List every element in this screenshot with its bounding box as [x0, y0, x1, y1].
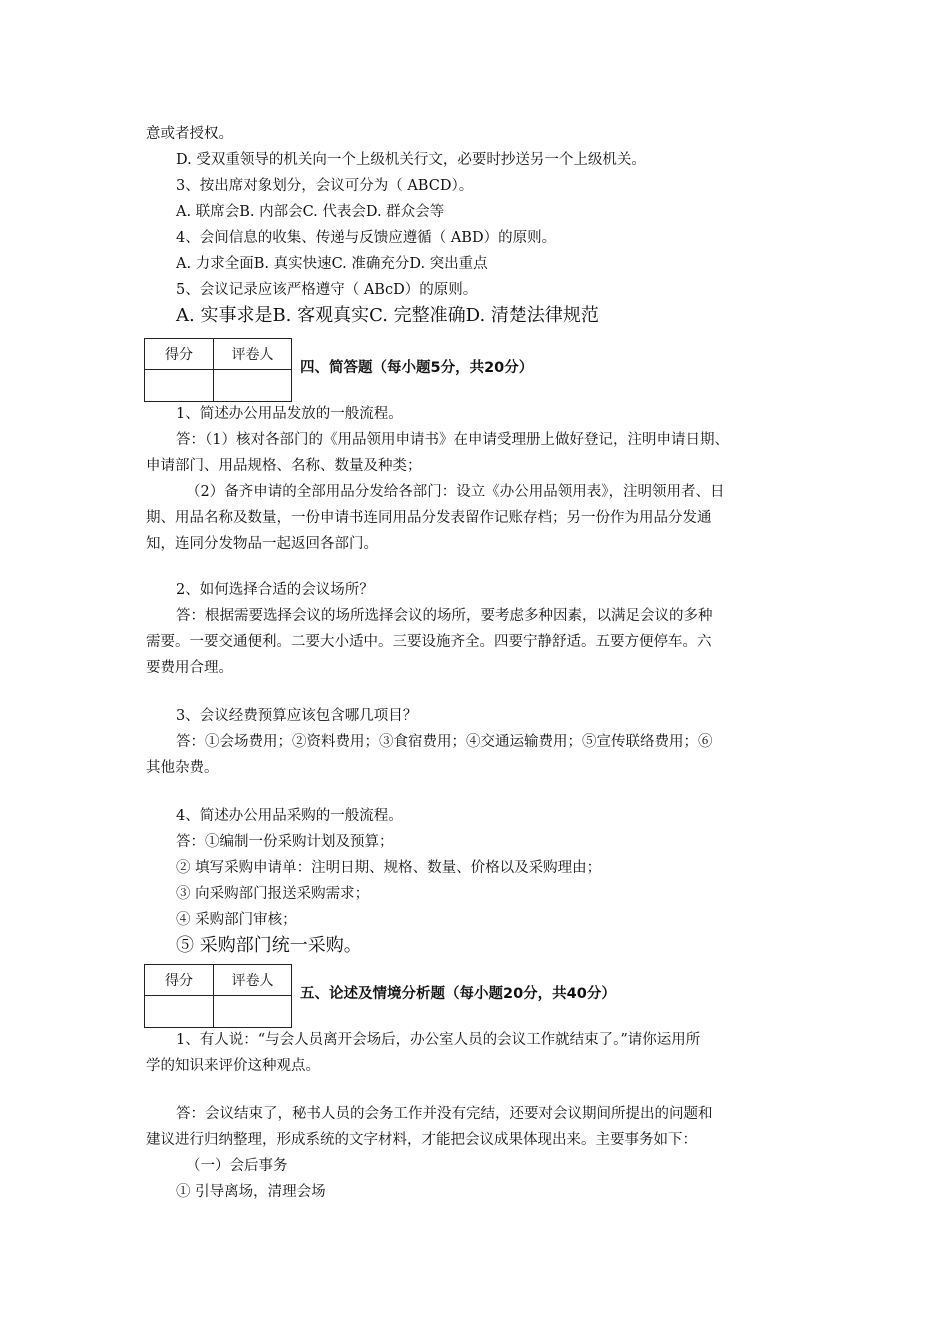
- s4-q1: 1、简述办公用品发放的一般流程。: [176, 406, 403, 422]
- options-5: A. 实事求是B. 客观真实C. 完整准确D. 清楚法律规范: [176, 305, 599, 326]
- score-label: 得分: [145, 965, 214, 996]
- s4-a4-line1: 答：①编制一份采购计划及预算；: [176, 834, 394, 850]
- grader-label: 评卷人: [214, 965, 291, 996]
- s4-a4-line5: ⑤ 采购部门统一采购。: [176, 935, 362, 956]
- score-table-2: [144, 964, 292, 1028]
- question-4: 4、会间信息的收集、传递与反馈应遵循（ ABD）的原则。: [176, 230, 557, 246]
- s4-a1-line3: （2）备齐申请的全部用品分发给各部门：设立《办公用品领用表》，注明领用者、日: [186, 484, 725, 500]
- s4-a2-line1: 答：根据需要选择会议的场所选择会议的场所，要考虑多种因素，以满足会议的多种: [176, 608, 713, 624]
- s5-q1-line2: 学的知识来评价这种观点。: [146, 1058, 320, 1074]
- grader-cell: [214, 370, 291, 401]
- score-label: 得分: [145, 339, 214, 370]
- grader-cell: [214, 996, 291, 1027]
- s4-a4-line3: ③ 向采购部门报送采购需求；: [176, 886, 370, 902]
- s5-a1-line3: （一）会后事务: [186, 1158, 288, 1174]
- section-5-title: 五、论述及情境分析题（每小题20分，共40分）: [300, 986, 616, 1002]
- options-4: A. 力求全面B. 真实快速C. 准确充分D. 突出重点: [176, 256, 488, 272]
- section-4-title: 四、简答题（每小题5分，共20分）: [300, 360, 534, 376]
- s5-a1-line1: 答：会议结束了，秘书人员的会务工作并没有完结，还要对会议期间所提出的问题和: [176, 1106, 713, 1122]
- question-5: 5、会议记录应该严格遵守（ ABcD）的原则。: [176, 282, 478, 298]
- s5-a1-line4: ① 引导离场，清理会场: [176, 1184, 326, 1200]
- option-d-line: D. 受双重领导的机关向一个上级机关行文，必要时抄送另一个上级机关。: [176, 152, 646, 168]
- s4-q2: 2、如何选择合适的会议场所？: [176, 582, 374, 598]
- s4-a3-line1: 答：①会场费用；②资料费用；③食宿费用；④交通运输费用；⑤宣传联络费用；⑥: [176, 734, 713, 750]
- question-3: 3、按出席对象划分，会议可分为（ ABCD）。: [176, 178, 474, 194]
- s4-q4: 4、简述办公用品采购的一般流程。: [176, 808, 403, 824]
- grader-label: 评卷人: [214, 339, 291, 370]
- s4-a2-line3: 要费用合理。: [146, 660, 233, 676]
- s4-a1-line5: 知，连同分发物品一起返回各部门。: [146, 536, 378, 552]
- s4-a1-line4: 期、用品名称及数量，一份申请书连同用品分发表留作记账存档；另一份作为用品分发通: [146, 510, 712, 526]
- score-table-1: [144, 338, 292, 402]
- s4-a1-line1: 答：（1）核对各部门的《用品领用申请书》在申请受理册上做好登记，注明申请日期、: [176, 432, 729, 448]
- s4-q3: 3、会议经费预算应该包含哪几项目？: [176, 708, 418, 724]
- s4-a4-line4: ④ 采购部门审核；: [176, 912, 297, 928]
- options-3: A. 联席会B. 内部会C. 代表会D. 群众会等: [176, 204, 445, 220]
- s5-q1-line1: 1、有人说：“与会人员离开会场后，办公室人员的会议工作就结束了。”请你运用所: [176, 1032, 701, 1048]
- s5-a1-line2: 建议进行归纳整理，形成系统的文字材料，才能把会议成果体现出来。主要事务如下：: [146, 1132, 697, 1148]
- text-line: 意或者授权。: [146, 126, 233, 142]
- score-cell: [145, 996, 214, 1027]
- s4-a2-line2: 需要。一要交通便利。二要大小适中。三要设施齐全。四要宁静舒适。五要方便停车。六: [146, 634, 712, 650]
- s4-a3-line2: 其他杂费。: [146, 760, 219, 776]
- s4-a4-line2: ② 填写采购申请单：注明日期、规格、数量、价格以及采购理由；: [176, 860, 602, 876]
- score-cell: [145, 370, 214, 401]
- s4-a1-line2: 申请部门、用品规格、名称、数量及种类；: [146, 458, 422, 474]
